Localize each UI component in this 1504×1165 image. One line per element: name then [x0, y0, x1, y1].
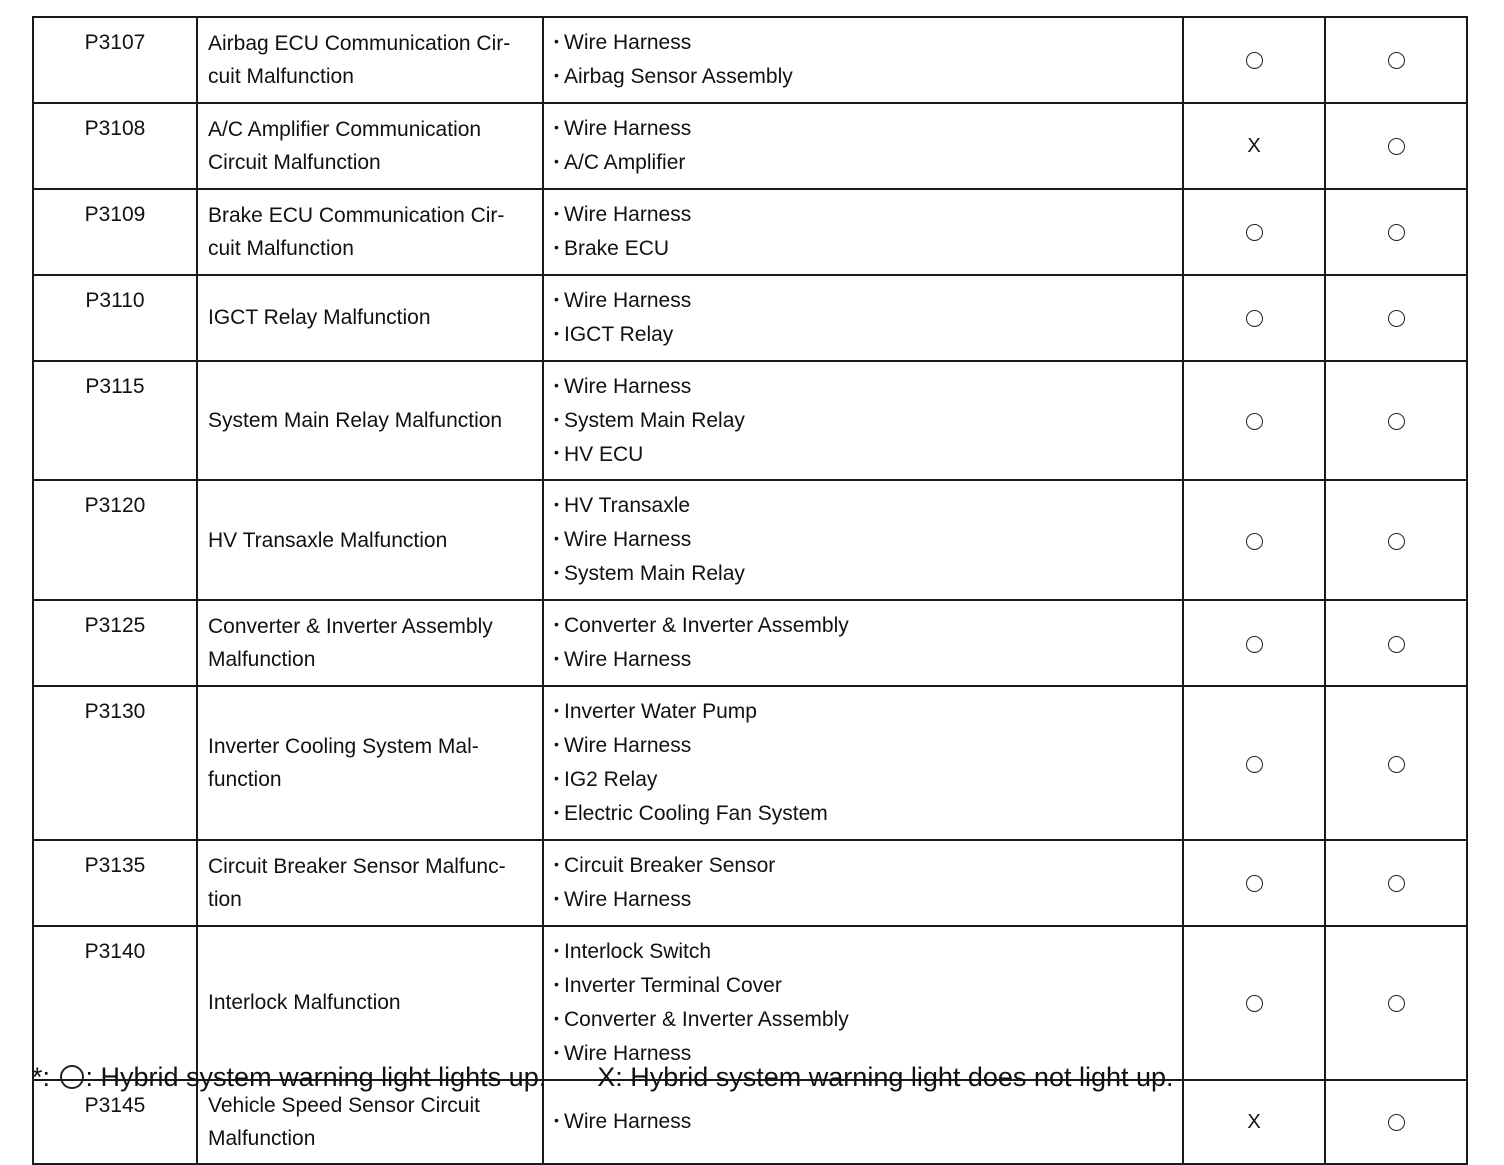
- table-row: [33, 361, 1467, 481]
- trouble-area-item: [554, 198, 1172, 232]
- circle-mark-icon: [1388, 995, 1405, 1012]
- warning-light-mark-b: [1325, 103, 1467, 189]
- circle-mark-icon: [1246, 533, 1263, 550]
- bullet-icon: •: [554, 889, 559, 906]
- circle-mark-icon: [1246, 875, 1263, 892]
- trouble-area-list: [543, 275, 1183, 361]
- dtc-description: System Main Relay Malfunction: [197, 361, 543, 481]
- bullet-icon: •: [554, 736, 559, 753]
- trouble-area-text: Inverter Water Pump: [564, 700, 757, 724]
- table-row: [33, 686, 1467, 840]
- trouble-area-text: IGCT Relay: [564, 322, 674, 346]
- trouble-area-item: [554, 763, 1172, 797]
- circle-mark-icon: [1246, 636, 1263, 653]
- circle-mark-icon: [1388, 138, 1405, 155]
- bullet-icon: •: [554, 32, 559, 49]
- trouble-area-text: Inverter Terminal Cover: [564, 973, 782, 997]
- bullet-icon: •: [554, 530, 559, 547]
- bullet-icon: •: [554, 410, 559, 427]
- circle-mark-icon: [1388, 533, 1405, 550]
- trouble-area-text: Wire Harness: [564, 1041, 692, 1065]
- dtc-code: P3109: [33, 189, 197, 275]
- circle-mark-icon: [1388, 413, 1405, 430]
- trouble-area-list: [543, 103, 1183, 189]
- circle-mark-icon: [1246, 756, 1263, 773]
- dtc-description: Interlock Malfunction: [197, 926, 543, 1080]
- bullet-icon: •: [554, 376, 559, 393]
- circle-mark-icon: [1388, 310, 1405, 327]
- dtc-description: Inverter Cooling System Mal- function: [197, 686, 543, 840]
- trouble-area-item: [554, 935, 1172, 969]
- bullet-icon: •: [554, 804, 559, 821]
- trouble-area-item: [554, 318, 1172, 352]
- trouble-area-text: System Main Relay: [564, 408, 745, 432]
- table-row: [33, 189, 1467, 275]
- table-row: [33, 926, 1467, 1080]
- circle-mark-icon: [1246, 310, 1263, 327]
- bullet-icon: •: [554, 941, 559, 958]
- dtc-code: P3108: [33, 103, 197, 189]
- warning-light-mark-a: [1183, 600, 1325, 686]
- trouble-area-item: [554, 797, 1172, 831]
- table-row: [33, 840, 1467, 926]
- bullet-icon: •: [554, 1111, 559, 1128]
- trouble-area-text: A/C Amplifier: [564, 150, 686, 174]
- circle-mark-icon: [1388, 756, 1405, 773]
- bullet-icon: •: [554, 444, 559, 461]
- bullet-icon: •: [554, 66, 559, 83]
- x-mark: X: [1247, 1110, 1261, 1133]
- dtc-description: Airbag ECU Communication Cir- cuit Malfunction: [197, 17, 543, 103]
- warning-light-mark-b: [1325, 275, 1467, 361]
- trouble-area-item: [554, 489, 1172, 523]
- trouble-area-item: [554, 404, 1172, 438]
- trouble-area-item: [554, 643, 1172, 677]
- trouble-area-text: Wire Harness: [564, 202, 692, 226]
- warning-light-mark-a: [1183, 686, 1325, 840]
- trouble-area-item: [554, 26, 1172, 60]
- circle-mark-icon: [1246, 413, 1263, 430]
- bullet-icon: •: [554, 238, 559, 255]
- trouble-area-list: [543, 480, 1183, 600]
- trouble-area-text: IG2 Relay: [564, 768, 658, 792]
- dtc-table: [32, 16, 1468, 1165]
- trouble-area-text: Converter & Inverter Assembly: [564, 614, 849, 638]
- warning-light-mark-a: [1183, 361, 1325, 481]
- trouble-area-list: [543, 361, 1183, 481]
- trouble-area-item: [554, 438, 1172, 472]
- dtc-description: Circuit Breaker Sensor Malfunc- tion: [197, 840, 543, 926]
- trouble-area-text: Airbag Sensor Assembly: [564, 64, 793, 88]
- trouble-area-item: [554, 609, 1172, 643]
- circle-mark-icon: [1246, 995, 1263, 1012]
- bullet-icon: •: [554, 650, 559, 667]
- dtc-code: P3107: [33, 17, 197, 103]
- footnote: [32, 1062, 1174, 1093]
- trouble-area-item: [554, 849, 1172, 883]
- trouble-area-text: HV Transaxle: [564, 494, 691, 518]
- trouble-area-text: Wire Harness: [564, 374, 692, 398]
- trouble-area-text: Interlock Switch: [564, 939, 712, 963]
- dtc-description: Brake ECU Communication Cir- cuit Malfunction: [197, 189, 543, 275]
- dtc-code: P3125: [33, 600, 197, 686]
- circle-symbol-icon: [60, 1065, 84, 1089]
- trouble-area-text: Brake ECU: [564, 236, 670, 260]
- bullet-icon: •: [554, 702, 559, 719]
- dtc-description: A/C Amplifier Communication Circuit Malfunction: [197, 103, 543, 189]
- trouble-area-item: [554, 883, 1172, 917]
- dtc-description: IGCT Relay Malfunction: [197, 275, 543, 361]
- trouble-area-text: HV ECU: [564, 442, 644, 466]
- trouble-area-list: [543, 189, 1183, 275]
- trouble-area-text: Circuit Breaker Sensor: [564, 854, 776, 878]
- circle-mark-icon: [1246, 52, 1263, 69]
- trouble-area-item: [554, 969, 1172, 1003]
- trouble-area-item: [554, 370, 1172, 404]
- bullet-icon: •: [554, 770, 559, 787]
- x-mark: X: [1247, 134, 1261, 157]
- warning-light-mark-a: [1183, 17, 1325, 103]
- circle-mark-icon: [1388, 224, 1405, 241]
- warning-light-mark-a: [1183, 275, 1325, 361]
- warning-light-mark-b: [1325, 17, 1467, 103]
- trouble-area-list: [543, 840, 1183, 926]
- trouble-area-item: [554, 729, 1172, 763]
- circle-mark-icon: [1246, 224, 1263, 241]
- dtc-table-body: [33, 17, 1467, 1164]
- footnote-circle-meaning: : Hybrid system warning light lights up.: [85, 1062, 547, 1092]
- dtc-code: P3140: [33, 926, 197, 1080]
- trouble-area-text: Wire Harness: [564, 528, 692, 552]
- trouble-area-text: Wire Harness: [564, 288, 692, 312]
- trouble-area-item: [554, 232, 1172, 266]
- dtc-description: HV Transaxle Malfunction: [197, 480, 543, 600]
- bullet-icon: •: [554, 496, 559, 513]
- warning-light-mark-b: [1325, 480, 1467, 600]
- trouble-area-list: [543, 600, 1183, 686]
- trouble-area-list: [543, 926, 1183, 1080]
- bullet-icon: •: [554, 204, 559, 221]
- trouble-area-text: Wire Harness: [564, 1109, 692, 1133]
- trouble-area-item: [554, 1003, 1172, 1037]
- table-row: [33, 275, 1467, 361]
- warning-light-mark-b: [1325, 361, 1467, 481]
- dtc-code: P3115: [33, 361, 197, 481]
- dtc-code: P3135: [33, 840, 197, 926]
- table-row: [33, 480, 1467, 600]
- trouble-area-text: Electric Cooling Fan System: [564, 802, 828, 826]
- dtc-code: P3145: [33, 1080, 197, 1164]
- trouble-area-text: System Main Relay: [564, 562, 745, 586]
- bullet-icon: •: [554, 118, 559, 135]
- warning-light-mark-a: [1183, 103, 1325, 189]
- trouble-area-text: Wire Harness: [564, 734, 692, 758]
- warning-light-mark-a: [1183, 840, 1325, 926]
- warning-light-mark-a: [1183, 926, 1325, 1080]
- bullet-icon: •: [554, 564, 559, 581]
- bullet-icon: •: [554, 290, 559, 307]
- warning-light-mark-b: [1325, 600, 1467, 686]
- warning-light-mark-b: [1325, 840, 1467, 926]
- trouble-area-item: [554, 60, 1172, 94]
- warning-light-mark-b: [1325, 926, 1467, 1080]
- table-row: [33, 17, 1467, 103]
- dtc-code: P3110: [33, 275, 197, 361]
- trouble-area-item: [554, 523, 1172, 557]
- trouble-area-text: Converter & Inverter Assembly: [564, 1007, 849, 1031]
- table-row: [33, 103, 1467, 189]
- trouble-area-item: [554, 284, 1172, 318]
- trouble-area-item: [554, 695, 1172, 729]
- trouble-area-item: [554, 146, 1172, 180]
- circle-mark-icon: [1388, 875, 1405, 892]
- bullet-icon: •: [554, 975, 559, 992]
- warning-light-mark-a: [1183, 189, 1325, 275]
- bullet-icon: •: [554, 152, 559, 169]
- circle-mark-icon: [1388, 52, 1405, 69]
- trouble-area-text: Wire Harness: [564, 31, 692, 54]
- table-row: [33, 600, 1467, 686]
- circle-mark-icon: [1388, 1114, 1405, 1131]
- dtc-code: P3130: [33, 686, 197, 840]
- warning-light-mark-b: [1325, 686, 1467, 840]
- dtc-code: P3120: [33, 480, 197, 600]
- bullet-icon: •: [554, 856, 559, 873]
- trouble-area-list: [543, 17, 1183, 103]
- footnote-x-meaning: X: Hybrid system warning light does not light up.: [597, 1062, 1174, 1092]
- footnote-prefix: *:: [32, 1062, 51, 1092]
- warning-light-mark-b: [1325, 189, 1467, 275]
- circle-mark-icon: [1388, 636, 1405, 653]
- trouble-area-text: Wire Harness: [564, 888, 692, 912]
- trouble-area-text: Wire Harness: [564, 648, 692, 672]
- bullet-icon: •: [554, 1043, 559, 1060]
- bullet-icon: •: [554, 1009, 559, 1026]
- trouble-area-item: [554, 112, 1172, 146]
- trouble-area-item: [554, 557, 1172, 591]
- trouble-area-list: [543, 686, 1183, 840]
- dtc-description: Vehicle Speed Sensor Circuit Malfunction: [197, 1080, 543, 1164]
- dtc-description: Converter & Inverter Assembly Malfunction: [197, 600, 543, 686]
- bullet-icon: •: [554, 324, 559, 341]
- bullet-icon: •: [554, 616, 559, 633]
- warning-light-mark-a: [1183, 480, 1325, 600]
- trouble-area-text: Wire Harness: [564, 116, 692, 140]
